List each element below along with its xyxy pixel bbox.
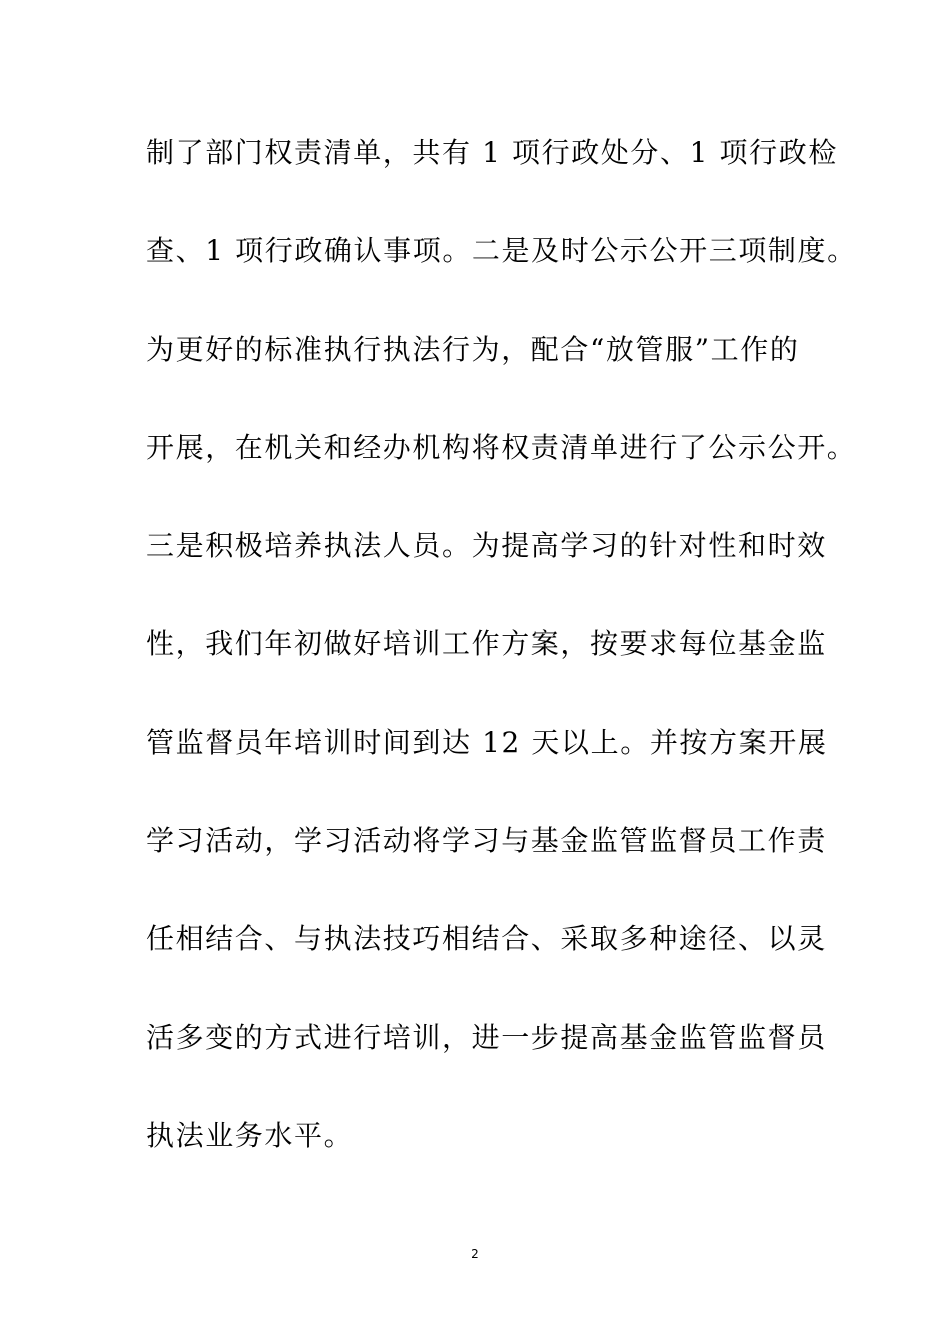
text-line: 任相结合、与执法技巧相结合、采取多种途径、以灵 bbox=[146, 922, 827, 956]
text-line: 活多变的方式进行培训，进一步提高基金监管监督员 bbox=[146, 1020, 827, 1054]
text-line: 执法业务水平。 bbox=[146, 1118, 354, 1152]
text-line: 为更好的标准执行执法行为，配合“放管服”工作的 bbox=[146, 332, 800, 366]
body-text bbox=[146, 126, 857, 1207]
text-line: 制了部门权责清单，共有 1 项行政处分、1 项行政检 bbox=[146, 136, 838, 169]
page-number: 2 bbox=[471, 1247, 479, 1261]
text-line: 三是积极培养执法人员。为提高学习的针对性和时效 bbox=[146, 529, 827, 563]
text-line: 查、1 项行政确认事项。二是及时公示公开三项制度。 bbox=[146, 234, 857, 268]
text-line: 性，我们年初做好培训工作方案，按要求每位基金监 bbox=[146, 627, 827, 661]
text-line: 开展，在机关和经办机构将权责清单进行了公示公开。 bbox=[146, 430, 857, 464]
text-line: 学习活动，学习活动将学习与基金监管监督员工作责 bbox=[146, 824, 827, 858]
text-line: 管监督员年培训时间到达 12 天以上。并按方案开展 bbox=[146, 725, 828, 759]
